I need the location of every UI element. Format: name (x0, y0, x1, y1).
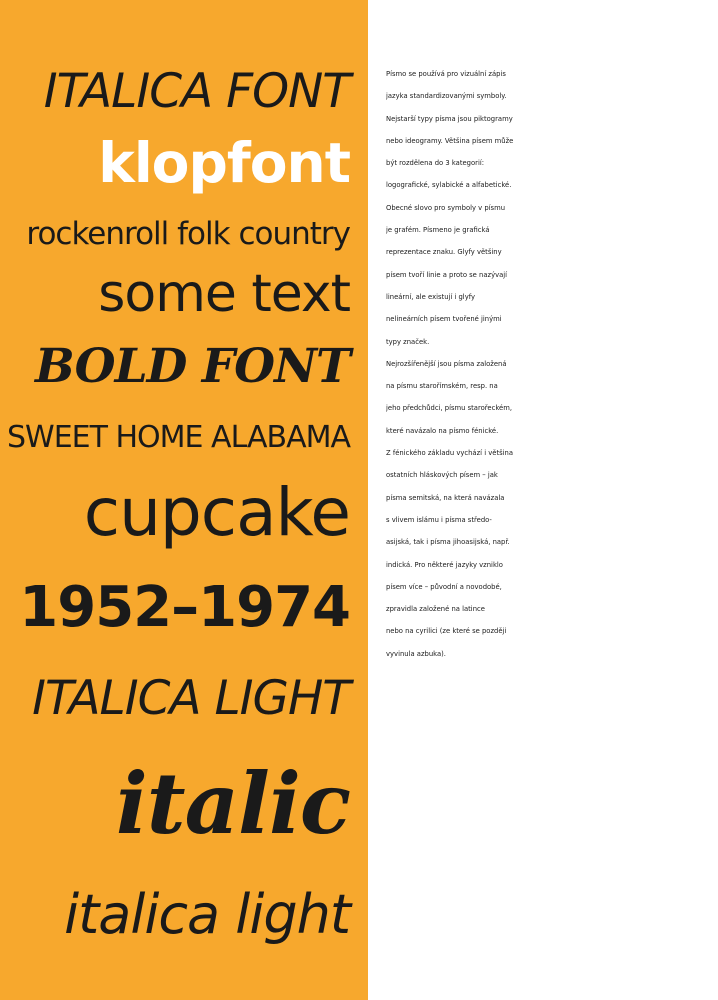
body-text-line: lineární, ale existují i glyfy (386, 292, 476, 301)
body-text-line: Nejrozšířenější jsou písma založená (386, 359, 507, 368)
specimen-years: 1952–1974 (19, 575, 350, 640)
specimen-klopfont: klopfont (98, 131, 350, 195)
body-text-line: jazyka standardizovanými symboly. (386, 92, 507, 101)
body-text-line: být rozdělena do 3 kategorií: (386, 159, 485, 168)
specimen-rockenroll: rockenroll folk country (26, 216, 350, 252)
body-text-line: nelineárních písem tvořené jinými (386, 315, 502, 324)
body-text-line: s vlivem islámu i písma středo- (386, 515, 492, 524)
body-text-line: písma semitská, na která navázala (386, 493, 505, 502)
specimen-sweet-home: SWEET HOME ALABAMA (7, 420, 350, 455)
body-text-line: je grafém. Písmeno je grafická (386, 226, 490, 235)
body-text-line: reprezentace znaku. Glyfy většiny (386, 248, 502, 257)
body-text-line: Nejstarší typy písma jsou piktogramy (386, 114, 513, 123)
body-text-line: logografické, sylabické a alfabetické. (386, 181, 512, 190)
specimen-italica-font: ITALICA FONT (43, 64, 350, 119)
body-text-line: nebo na cyrilici (ze které se později (386, 627, 507, 636)
body-text-line: Z fénického základu vychází i většina (386, 449, 514, 458)
body-text-line: na písmu starořímském, resp. na (386, 382, 498, 391)
specimen-italica-light-caps: ITALICA LIGHT (32, 671, 350, 726)
specimen-bold-font: BOLD FONT (35, 339, 350, 394)
body-text-line: typy značek. (386, 337, 430, 346)
specimen-cupcake: cupcake (83, 474, 350, 551)
body-text-line: jeho předchůdci, písmu starořeckém, (386, 404, 512, 413)
specimen-some-text: some text (98, 264, 350, 324)
body-text-line: Obecné slovo pro symboly v písmu (386, 203, 506, 212)
body-text-line: zpravidla založené na latince (386, 605, 485, 614)
body-text-line: indická. Pro některé jazyky vzniklo (386, 560, 503, 569)
body-text-line: Písmo se používá pro vizuální zápis (386, 70, 506, 78)
body-text-line: vyvinula azbuka). (386, 649, 446, 658)
body-text-line: písem více – původní a novodobé, (386, 582, 502, 591)
specimen-italica-light: italica light (64, 883, 350, 946)
body-text-line: nebo ideogramy. Většina písem může (386, 136, 514, 145)
body-text-line: písem tvoří linie a proto se nazývají (386, 270, 508, 279)
body-text-line: ostatních hláskových písem – jak (386, 471, 498, 480)
body-text-line: které navázalo na písmo fénické. (386, 426, 499, 435)
specimen-italic: italic (115, 754, 350, 853)
body-text-line: asijská, tak i písma jihoasijská, např. (386, 538, 510, 547)
body-text-column (386, 63, 706, 783)
